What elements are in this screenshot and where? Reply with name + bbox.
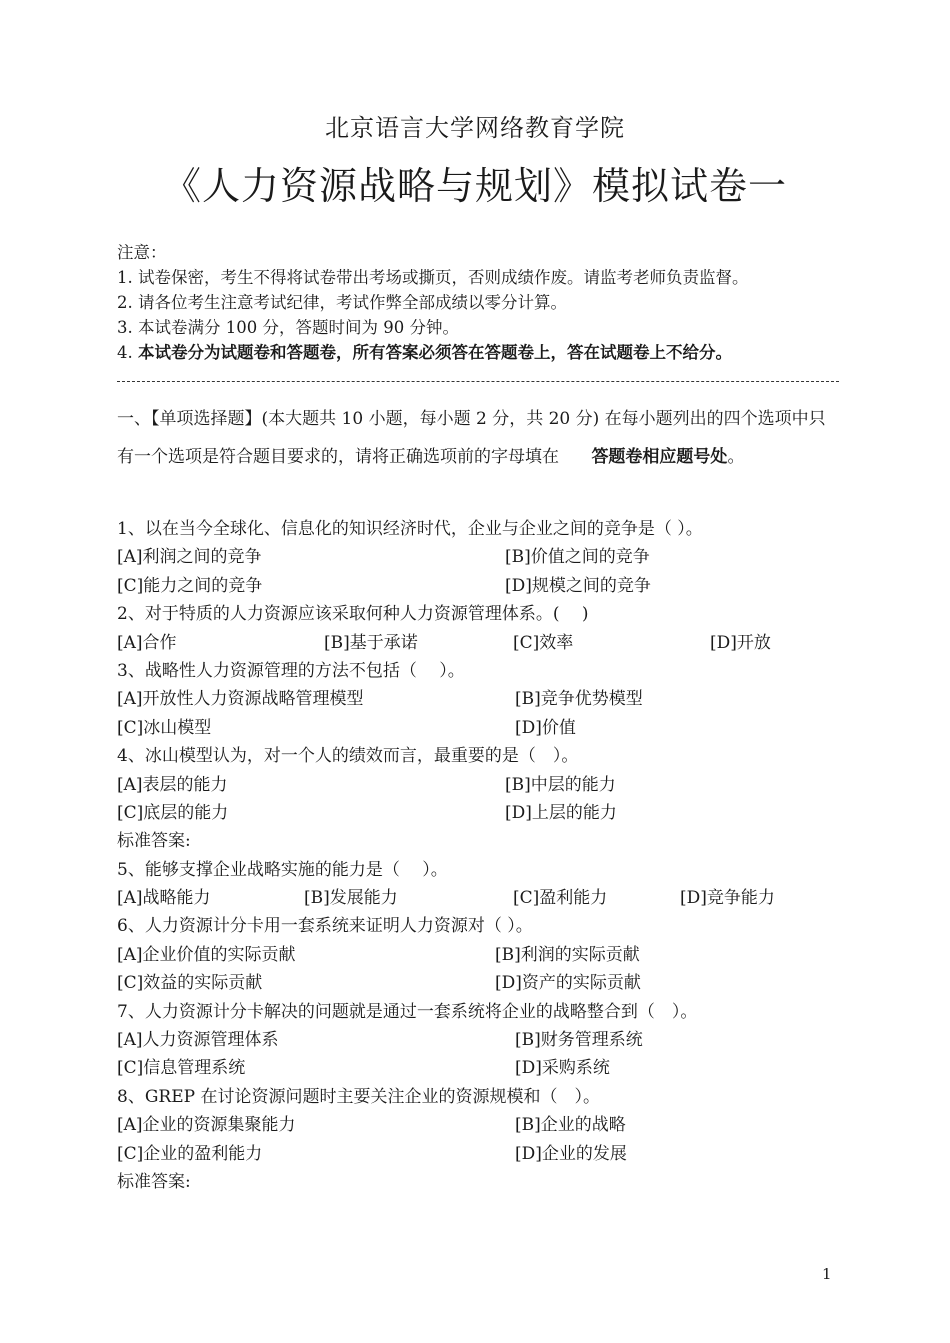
option-row: [117, 714, 837, 742]
option-c: [C]信息管理系统: [117, 1058, 246, 1079]
option-c: [C]冰山模型: [117, 717, 212, 738]
option-row: [117, 1054, 837, 1082]
answer-label: 标准答案:: [117, 831, 191, 852]
option-row: [117, 941, 837, 969]
question-stem: 6、人力资源计分卡用一套系统来证明人力资源对（ ）。: [117, 916, 533, 937]
section-intro: 一、【单项选择题】(本大题共 10 小题，每小题 2 分，共 20 分) 在每小题列出的四个选项中只有一个选项是符合题目要求的，请将正确选项前的字母填在: [117, 409, 826, 467]
option-b: [B]企业的战略: [515, 1115, 626, 1136]
option-row: [117, 685, 837, 713]
option-row: [117, 771, 837, 799]
option-b: [B]竞争优势模型: [515, 689, 643, 710]
dashed-divider: [117, 381, 839, 382]
option-d: [D]竞争能力: [680, 888, 775, 909]
section-intro-bold: 答题卷相应题号处: [591, 447, 728, 467]
question-stem: 2、对于特质的人力资源应该采取何种人力资源管理体系。( ): [117, 604, 589, 625]
notice-item-4-bold: 本试卷分为试题卷和答题卷，所有答案必须答在答题卷上，答在试题卷上不给分。: [138, 343, 732, 362]
option-a: [A]企业价值的实际贡献: [117, 944, 296, 965]
option-row: [117, 543, 837, 571]
option-d: [D]采购系统: [515, 1058, 610, 1079]
option-c: [C]效益的实际贡献: [117, 973, 263, 994]
option-b: [B]基于承诺: [324, 632, 418, 653]
option-d: [D]资产的实际贡献: [495, 973, 641, 994]
option-a: [A]开放性人力资源战略管理模型: [117, 689, 364, 710]
option-a: [A]人力资源管理体系: [117, 1030, 279, 1051]
option-row: [117, 1140, 837, 1168]
notice-item-1: 1. 试卷保密，考生不得将试卷带出考场或撕页，否则成绩作废。请监考老师负责监督。: [117, 268, 749, 287]
option-d: [D]价值: [515, 717, 576, 738]
option-a: [A]战略能力: [117, 888, 211, 909]
notice-item-4: [117, 340, 877, 365]
option-row: [117, 799, 837, 827]
question-stem: 4、冰山模型认为，对一个人的绩效而言，最重要的是（ ）。: [117, 746, 579, 767]
section-instructions: [117, 400, 837, 476]
notice-block: [117, 240, 877, 365]
option-b: [B]利润的实际贡献: [495, 944, 640, 965]
question-stem: 3、战略性人力资源管理的方法不包括（ ）。: [117, 660, 465, 681]
option-b: [B]发展能力: [304, 888, 398, 909]
option-c: [C]效率: [513, 632, 574, 653]
option-b: [B]中层的能力: [505, 774, 616, 795]
option-row: [117, 884, 837, 912]
option-c: [C]盈利能力: [513, 888, 608, 909]
option-a: [A]表层的能力: [117, 774, 228, 795]
section-intro-end: 。: [727, 447, 745, 467]
option-d: [D]上层的能力: [505, 802, 617, 823]
option-row: [117, 969, 837, 997]
option-row: [117, 629, 837, 657]
exam-title: 《人力资源战略与规划》模拟试卷一: [162, 164, 787, 208]
question-list: [117, 515, 837, 1196]
notice-heading: 注意：: [117, 243, 167, 262]
option-a: [A]利润之间的竞争: [117, 547, 262, 568]
answer-label: 标准答案:: [117, 1171, 191, 1192]
question-stem: 5、能够支撑企业战略实施的能力是（ ）。: [117, 859, 448, 880]
page-number: 1: [822, 1265, 832, 1283]
option-row: [117, 1111, 837, 1139]
option-c: [C]企业的盈利能力: [117, 1143, 263, 1164]
option-d: [D]企业的发展: [515, 1143, 627, 1164]
option-row: [117, 1026, 837, 1054]
option-row: [117, 572, 837, 600]
option-b: [B]财务管理系统: [515, 1030, 643, 1051]
option-a: [A]合作: [117, 632, 177, 653]
option-d: [D]规模之间的竞争: [505, 575, 651, 596]
option-c: [C]能力之间的竞争: [117, 575, 263, 596]
question-stem: 1、以在当今全球化、信息化的知识经济时代，企业与企业之间的竞争是（ ）。: [117, 519, 703, 539]
question-stem: 8、GREP 在讨论资源问题时主要关注企业的资源规模和（ ）。: [117, 1086, 600, 1107]
question-stem: 7、人力资源计分卡解决的问题就是通过一套系统将企业的战略整合到（ ）。: [117, 1001, 698, 1022]
notice-item-3: 3. 本试卷满分 100 分，答题时间为 90 分钟。: [117, 318, 459, 337]
option-d: [D]开放: [710, 632, 771, 653]
option-b: [B]价值之间的竞争: [505, 547, 650, 568]
school-name: 北京语言大学网络教育学院: [325, 114, 625, 142]
option-c: [C]底层的能力: [117, 802, 229, 823]
notice-item-2: 2. 请各位考生注意考试纪律，考试作弊全部成绩以零分计算。: [117, 293, 567, 312]
option-a: [A]企业的资源集聚能力: [117, 1115, 296, 1136]
notice-item-4-prefix: 4.: [117, 343, 138, 362]
